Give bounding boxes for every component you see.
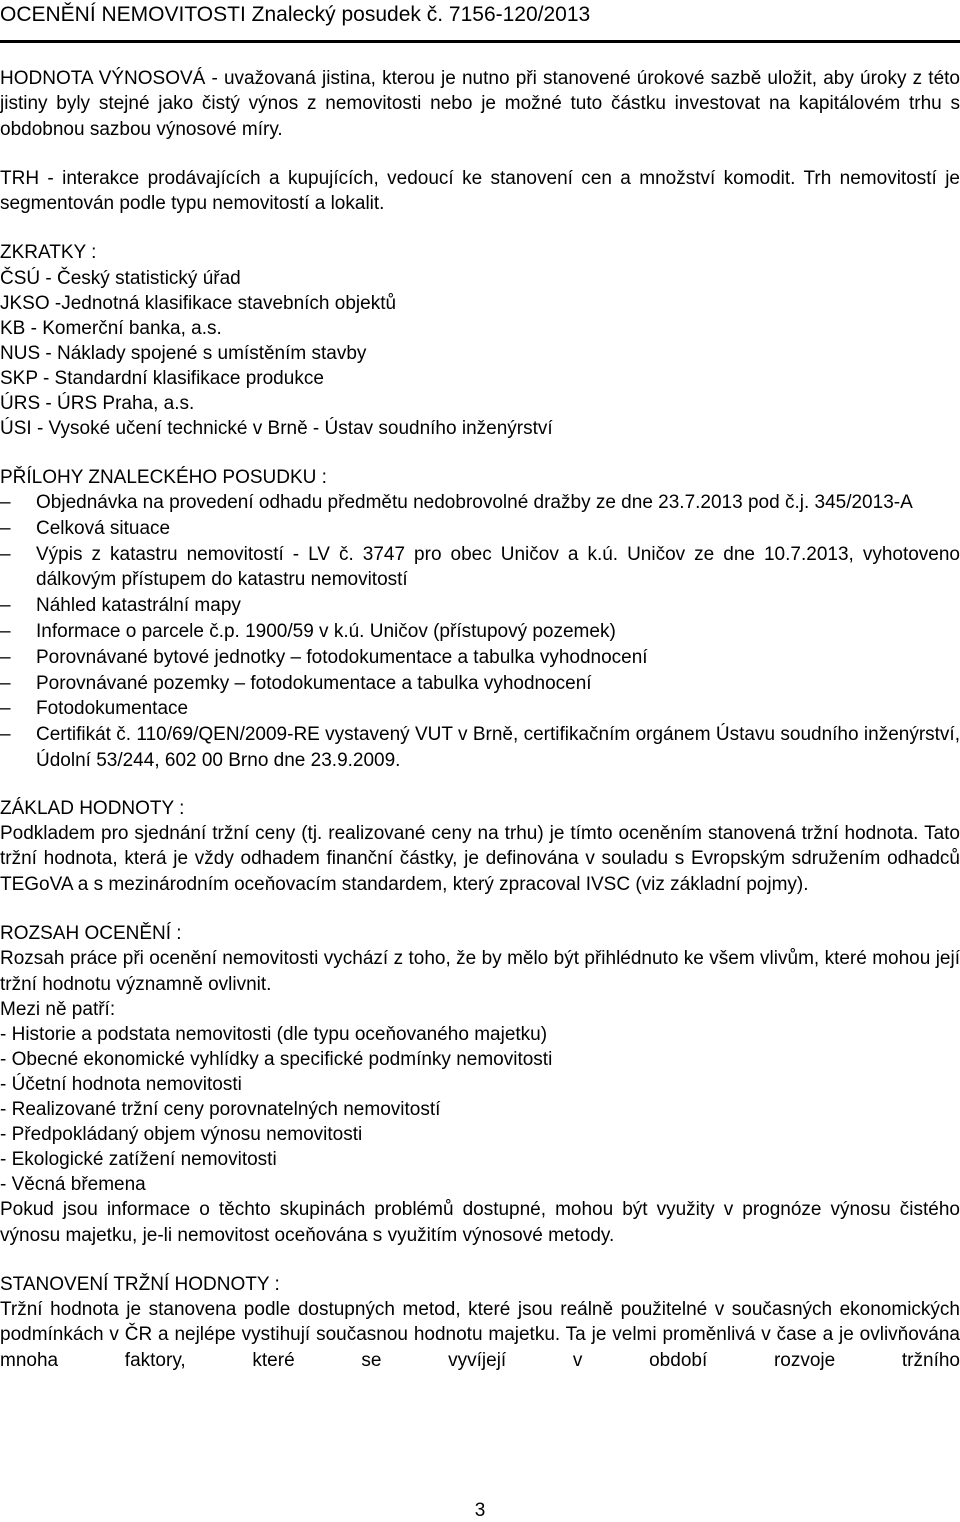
prilohy-item — [0, 722, 960, 774]
zkratky-section — [0, 240, 960, 440]
rozsah-item: - Věcná břemena — [0, 1174, 146, 1196]
prilohy-item — [0, 542, 960, 594]
zkratky-item: SKP - Standardní klasifikace produkce — [0, 367, 324, 389]
prilohy-item — [0, 593, 960, 619]
zkratky-item: NUS - Náklady spojené s umístěním stavby — [0, 342, 367, 364]
prilohy-item — [0, 516, 960, 542]
dash-bullet: – — [0, 724, 11, 746]
zaklad-hodnoty-text: Podkladem pro sjednání tržní ceny (tj. realizované ceny na trhu) je tímto oceněním stanovená tržní hodnota. Tato tržní hodnota, která je vždy odhadem finanční částky, je definována v souladu s Evropským sdružením odhadců TEGoVA a s mezinárodním oceňovacím standardem, který zpracoval IVSC (viz základní pojmy). — [0, 823, 960, 895]
rozsah-item: - Účetní hodnota nemovitosti — [0, 1074, 242, 1096]
prilohy-item — [0, 645, 960, 671]
dash-bullet: – — [0, 698, 11, 720]
page-number: 3 — [474, 1500, 486, 1521]
rozsah-oceneni-closing: Pokud jsou informace o těchto skupinách problémů dostupné, mohou být využity v prognóze výnosu čistého výnosu majetku, je-li nemovitost oceňována s využitím výnosové metody. — [0, 1199, 960, 1246]
prilohy-item — [0, 490, 960, 516]
dash-bullet: – — [0, 646, 11, 668]
page-header-title: OCENĚNÍ NEMOVITOSTI Znalecký posudek č. 7156-120/2013 — [0, 3, 591, 26]
rozsah-oceneni-lead: Mezi ně patří: — [0, 998, 116, 1020]
zkratky-heading: ZKRATKY : — [0, 242, 97, 264]
dash-bullet: – — [0, 543, 11, 565]
rozsah-oceneni-list — [0, 1022, 960, 1197]
zkratky-list — [0, 266, 960, 441]
prilohy-list — [0, 490, 960, 774]
stanoveni-text: Tržní hodnota je stanovena podle dostupných metod, které jsou reálně použitelné v současných ekonomických podmínkách v ČR a nejlépe vystihují současnou hodnotu majetku. Ta je velmi proměnlivá v čase a je ovlivňována mnoha faktory, které se vyvíjejí v období rozvoje tržního — [0, 1299, 960, 1371]
prilohy-item-text: Objednávka na provedení odhadu předmětu nedobrovolné dražby ze dne 23.7.2013 pod č.j. 345/2013-A — [36, 492, 913, 514]
rozsah-item: - Ekologické zatížení nemovitosti — [0, 1149, 277, 1171]
zkratky-item: ÚRS - ÚRS Praha, a.s. — [0, 392, 195, 414]
definition-hodnota-vynosova: HODNOTA VÝNOSOVÁ - uvažovaná jistina, kterou je nutno při stanovené úrokové sazbě uložit, aby úroky z této jistiny byly stejné jako čistý výnos z nemovitosti nebo je možné tuto částku investovat na kapitálovém trhu s obdobnou sazbou výnosové míry. — [0, 68, 960, 140]
rozsah-item: - Obecné ekonomické vyhlídky a specifické podmínky nemovitosti — [0, 1049, 553, 1071]
prilohy-item — [0, 619, 960, 645]
dash-bullet: – — [0, 595, 11, 617]
prilohy-item-text: Informace o parcele č.p. 1900/59 v k.ú. Uničov (přístupový pozemek) — [36, 621, 616, 643]
zkratky-item: KB - Komerční banka, a.s. — [0, 317, 222, 339]
zkratky-item: ÚSI - Vysoké učení technické v Brně - Ústav soudního inženýrství — [0, 417, 553, 439]
rozsah-item: - Realizované tržní ceny porovnatelných nemovitostí — [0, 1099, 441, 1121]
zkratky-item: ČSÚ - Český statistický úřad — [0, 267, 241, 289]
definition-trh: TRH - interakce prodávajících a kupujících, vedoucí ke stanovení cen a množství komodit. Trh nemovitostí je segmentován podle typu nemovitostí a lokalit. — [0, 167, 960, 215]
prilohy-item-text: Náhled katastrální mapy — [36, 595, 241, 617]
document-body — [0, 66, 960, 1373]
prilohy-heading: PŘÍLOHY ZNALECKÉHO POSUDKU : — [0, 466, 327, 488]
prilohy-item — [0, 671, 960, 697]
header-rule — [0, 40, 960, 43]
prilohy-item-text: Certifikát č. 110/69/QEN/2009-RE vystavený VUT v Brně, certifikačním orgánem Ústavu soudního inženýrství, Údolní 53/244, 602 00 Brno dne 23.9.2009. — [36, 724, 960, 772]
dash-bullet: – — [0, 492, 11, 514]
rozsah-oceneni-intro: Rozsah práce při ocenění nemovitosti vychází z toho, že by mělo být přihlédnuto ke všem vlivům, které mohou její tržní hodnotu významně ovlivnit. — [0, 948, 960, 995]
rozsah-item: - Historie a podstata nemovitosti (dle typu oceňovaného majetku) — [0, 1024, 548, 1046]
prilohy-section — [0, 465, 960, 774]
stanoveni-section — [0, 1272, 960, 1373]
prilohy-item-text: Výpis z katastru nemovitostí - LV č. 3747 pro obec Uničov a k.ú. Uničov ze dne 10.7.2013, vyhotoveno dálkovým přístupem do katastru nemovitostí — [36, 543, 960, 591]
rozsah-oceneni-section — [0, 921, 960, 1248]
dash-bullet: – — [0, 517, 11, 539]
prilohy-item-text: Fotodokumentace — [36, 698, 189, 720]
stanoveni-heading: STANOVENÍ TRŽNÍ HODNOTY : — [0, 1273, 280, 1295]
prilohy-item-text: Porovnávané bytové jednotky – fotodokumentace a tabulka vyhodnocení — [36, 646, 648, 668]
prilohy-item-text: Porovnávané pozemky – fotodokumentace a tabulka vyhodnocení — [36, 672, 592, 694]
prilohy-item-text: Celková situace — [36, 517, 171, 539]
zaklad-hodnoty-section — [0, 796, 960, 897]
rozsah-oceneni-heading: ROZSAH OCENĚNÍ : — [0, 923, 182, 945]
zaklad-hodnoty-heading: ZÁKLAD HODNOTY : — [0, 797, 185, 819]
rozsah-item: - Předpokládaný objem výnosu nemovitosti — [0, 1124, 363, 1146]
prilohy-item — [0, 696, 960, 722]
zkratky-item: JKSO -Jednotná klasifikace stavebních objektů — [0, 292, 397, 314]
dash-bullet: – — [0, 621, 11, 643]
dash-bullet: – — [0, 672, 11, 694]
